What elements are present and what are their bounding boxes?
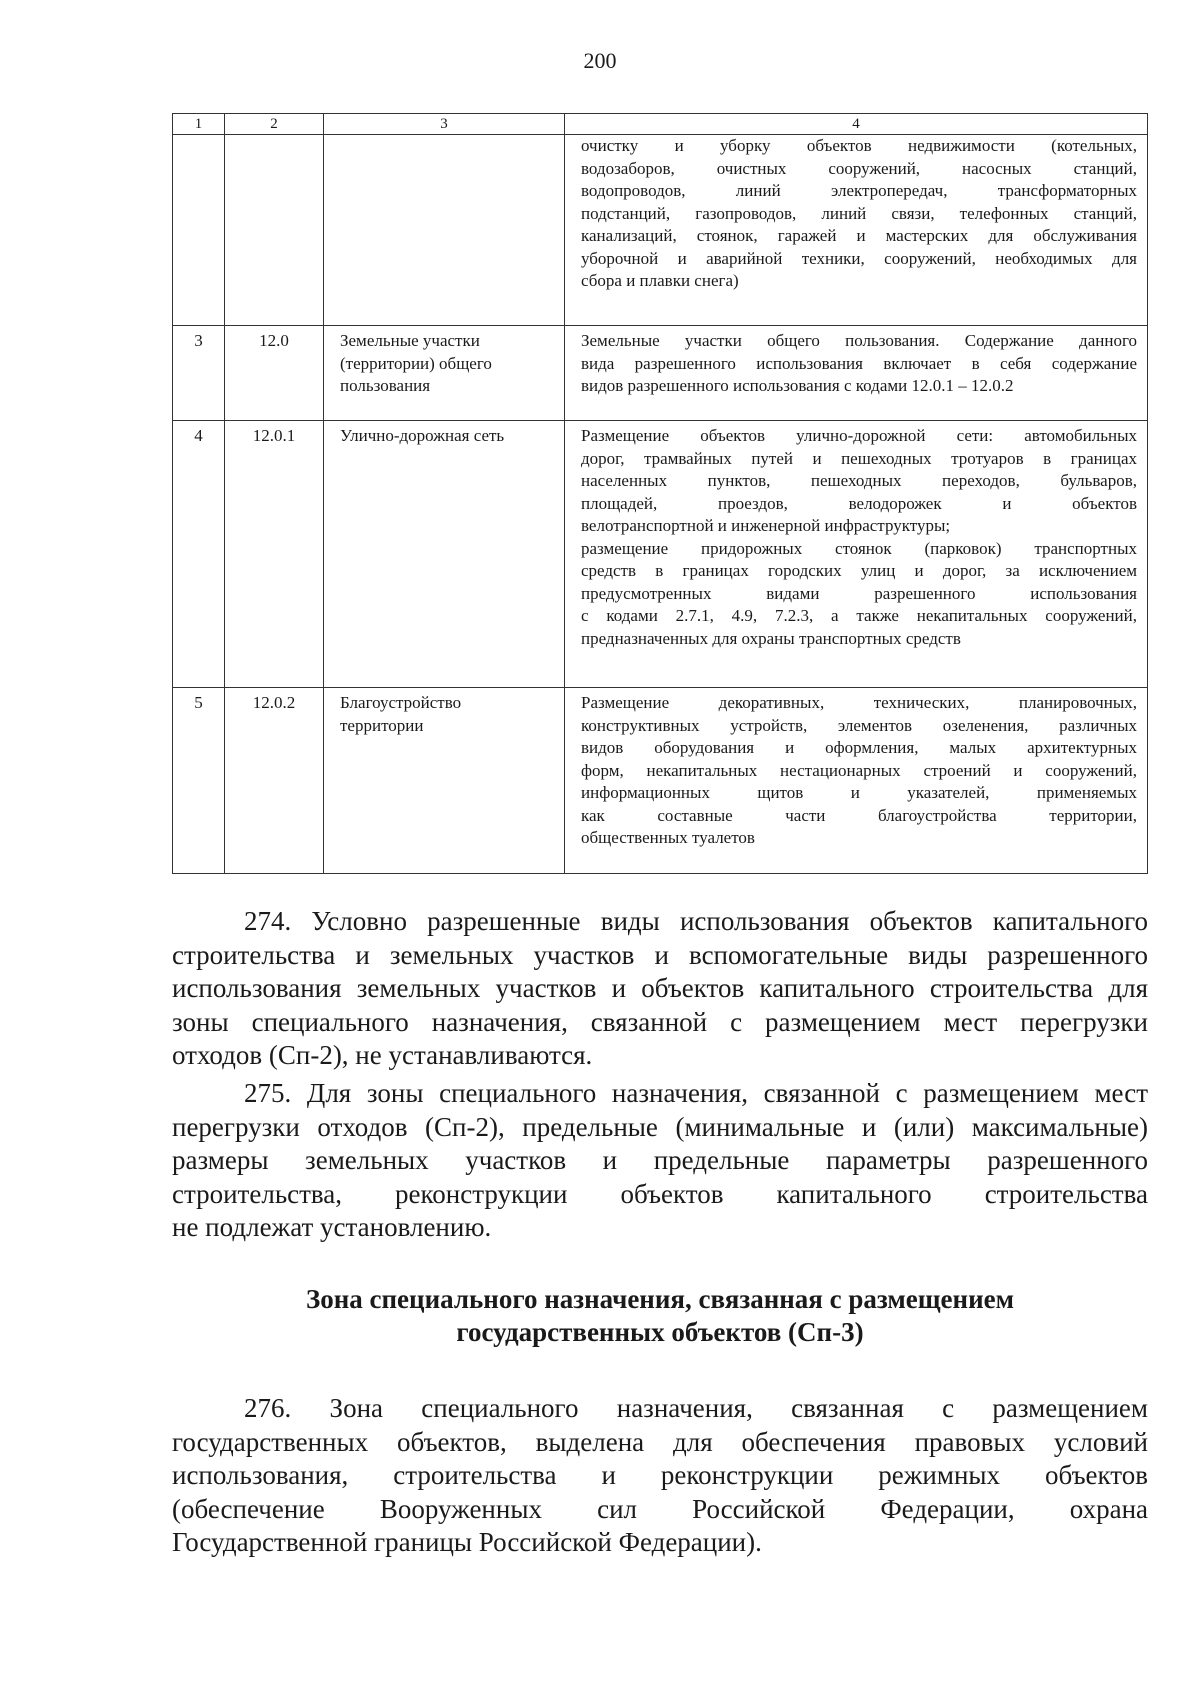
paragraph-line: строительства, реконструкции объектов капитального строительства — [172, 1178, 1148, 1209]
column-header-4: 4 — [565, 114, 1148, 135]
description-line: с кодами 2.7.1, 4.9, 7.2.3, а также некапитальных сооружений, — [581, 606, 1137, 625]
description-line: видов разрешенного использования с кодами 12.0.1 – 12.0.2 — [581, 376, 1014, 395]
name-line: Улично-дорожная сеть — [340, 426, 505, 445]
row-description — [565, 135, 1148, 326]
paragraph-line: Государственной границы Российской Федерации). — [172, 1527, 762, 1557]
table-header-row — [173, 114, 1148, 135]
description-line: предназначенных для охраны транспортных средств — [581, 628, 961, 648]
paragraph-275 — [172, 1077, 1148, 1245]
paragraph-274 — [172, 905, 1148, 1073]
paragraph-line: зоны специального назначения, связанной с размещением мест перегрузки — [172, 1006, 1148, 1037]
paragraph-line: отходов (Сп-2), не устанавливаются. — [172, 1040, 593, 1070]
land-use-table — [172, 113, 1148, 874]
row-code — [225, 135, 324, 326]
description-line: очистку и уборку объектов недвижимости (котельных, — [581, 136, 1137, 155]
description-line: велотранспортной и инженерной инфраструктуры; — [581, 516, 951, 535]
description-line: конструктивных устройств, элементов озеленения, различных — [581, 715, 1137, 735]
name-line: Земельные участки — [340, 331, 480, 350]
name-line: Благоустройство — [340, 693, 462, 712]
paragraph-line: использования земельных участков и объектов капитального строительства для — [172, 973, 1148, 1003]
description-line: средств в границах городских улиц и дорог, за исключением — [581, 561, 1137, 580]
paragraph-line: 275. Для зоны специального назначения, связанной с размещением мест — [244, 1078, 1148, 1108]
row-number: 3 — [173, 326, 225, 421]
paragraph-line: использования, строительства и реконструкции режимных объектов — [172, 1460, 1148, 1490]
table-row — [173, 421, 1148, 688]
name-line: (территории) общего — [340, 353, 492, 373]
description-line: Размещение декоративных, технических, планировочных, — [581, 693, 1137, 712]
row-name — [324, 326, 565, 421]
row-code: 12.0.1 — [225, 421, 324, 688]
paragraph-line: строительства и земельных участков и вспомогательные виды разрешенного — [172, 939, 1148, 970]
row-number: 4 — [173, 421, 225, 688]
row-name — [324, 421, 565, 688]
description-line: уборочной и аварийной техники, сооружений, необходимых для — [581, 248, 1137, 268]
paragraph-line: государственных объектов, выделена для обеспечения правовых условий — [172, 1426, 1148, 1457]
heading-line: Зона специального назначения, связанная с размещением — [305, 1284, 1015, 1314]
description-line: Земельные участки общего пользования. Содержание данного — [581, 331, 1137, 350]
description-line: информационных щитов и указателей, применяемых — [581, 783, 1137, 802]
description-line: форм, некапитальных нестационарных строений и сооружений, — [581, 760, 1137, 780]
paragraph-line: 276. Зона специального назначения, связанная с размещением — [244, 1393, 1148, 1423]
description-line: как составные части благоустройства территории, — [581, 805, 1137, 825]
paragraph-line: 274. Условно разрешенные виды использования объектов капитального — [244, 906, 1148, 936]
description-line: канализаций, стоянок, гаражей и мастерских для обслуживания — [581, 226, 1137, 245]
paragraph-line: размеры земельных участков и предельные параметры разрешенного — [172, 1145, 1148, 1175]
row-number — [173, 135, 225, 326]
column-header-2: 2 — [225, 114, 324, 135]
description-line: дорог, трамвайных путей и пешеходных тротуаров в границах — [581, 448, 1137, 468]
description-line: размещение придорожных стоянок (парковок) транспортных — [581, 538, 1137, 558]
row-code: 12.0.2 — [225, 688, 324, 874]
row-description — [565, 688, 1148, 874]
description-line: предусмотренных видами разрешенного использования — [581, 583, 1137, 603]
paragraph-line: перегрузки отходов (Сп-2), предельные (минимальные и (или) максимальные) — [172, 1111, 1148, 1142]
description-line: населенных пунктов, пешеходных переходов, бульваров, — [581, 471, 1137, 490]
description-line: площадей, проездов, велодорожек и объектов — [581, 493, 1137, 513]
row-number: 5 — [173, 688, 225, 874]
table-row — [173, 135, 1148, 326]
heading-line: государственных объектов (Сп-3) — [456, 1317, 864, 1347]
description-line: общественных туалетов — [581, 828, 755, 847]
section-heading — [172, 1283, 1148, 1349]
name-line: территории — [340, 715, 424, 735]
description-line: видов оборудования и оформления, малых архитектурных — [581, 738, 1137, 757]
row-description — [565, 421, 1148, 688]
row-description — [565, 326, 1148, 421]
column-header-3: 3 — [324, 114, 565, 135]
description-line: Размещение объектов улично-дорожной сети: автомобильных — [581, 426, 1137, 445]
description-line: водозаборов, очистных сооружений, насосных станций, — [581, 158, 1137, 178]
description-line: водопроводов, линий электропередач, трансформаторных — [581, 181, 1137, 200]
paragraph-line: не подлежат установлению. — [172, 1212, 492, 1242]
name-line: пользования — [340, 376, 431, 395]
row-name — [324, 688, 565, 874]
column-header-1: 1 — [173, 114, 225, 135]
description-line: вида разрешенного использования включает в себя содержание — [581, 353, 1137, 373]
row-name — [324, 135, 565, 326]
description-line: сбора и плавки снега) — [581, 271, 739, 290]
row-code: 12.0 — [225, 326, 324, 421]
page-number: 200 — [583, 48, 617, 73]
table-row — [173, 326, 1148, 421]
table-row — [173, 688, 1148, 874]
paragraph-line: (обеспечение Вооруженных сил Российской Федерации, охрана — [172, 1493, 1148, 1524]
description-line: подстанций, газопроводов, линий связи, телефонных станций, — [581, 203, 1137, 223]
paragraph-276 — [172, 1392, 1148, 1560]
